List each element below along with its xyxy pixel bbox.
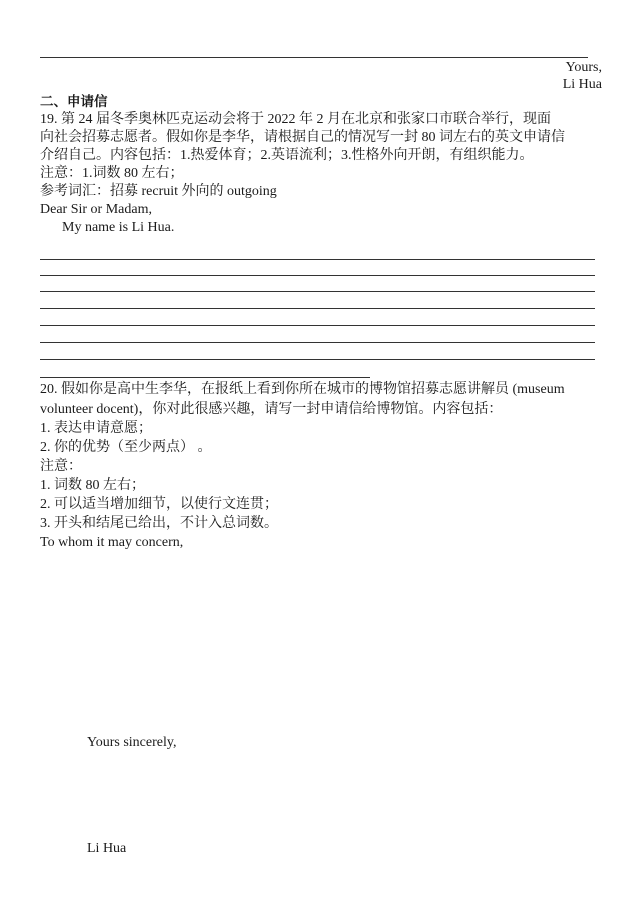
answer-line[interactable] xyxy=(40,325,595,326)
q20-line: 20. 假如你是高中生李华，在报纸上看到你所在城市的博物馆招募志愿讲解员 (museum xyxy=(40,382,565,397)
q19-greeting: Dear Sir or Madam, xyxy=(40,202,152,217)
closing: Yours, xyxy=(565,60,602,75)
q20-signature: Li Hua xyxy=(87,841,127,856)
answer-line[interactable] xyxy=(40,291,595,292)
q19-note: 注意：1.词数 80 左右； xyxy=(40,166,184,181)
q20-closing: Yours sincerely, xyxy=(87,735,177,750)
q20-line: 3. 开头和结尾已给出，不计入总词数。 xyxy=(40,516,278,531)
q19-line: 19. 第 24 届冬季奥林匹克运动会将于 2022 年 2 月在北京和张家口市联合举行，现面 xyxy=(40,112,551,127)
q20-line: 2. 你的优势（至少两点） 。 xyxy=(40,440,212,455)
q20-line: 2. 可以适当增加细节，以使行文连贯； xyxy=(40,497,278,512)
q20-greeting: To whom it may concern, xyxy=(40,535,184,550)
q19-vocab: 参考词汇：招募 recruit 外向的 outgoing xyxy=(40,184,277,199)
answer-line[interactable] xyxy=(40,259,595,260)
signature: Li Hua xyxy=(562,77,602,92)
q19-line: 向社会招募志愿者。假如你是李华，请根据自己的情况写一封 80 词左右的英文申请信 xyxy=(40,130,565,145)
q19-opening: My name is Li Hua. xyxy=(62,220,175,235)
section-title: 二、申请信 xyxy=(40,94,108,110)
answer-line[interactable] xyxy=(40,359,595,360)
answer-line[interactable] xyxy=(40,275,595,276)
answer-line xyxy=(40,57,588,58)
answer-line[interactable] xyxy=(40,342,595,343)
q20-line: volunteer docent)，你对此很感兴趣，请写一封申请信给博物馆。内容包括： xyxy=(40,402,503,417)
answer-line[interactable] xyxy=(40,308,595,309)
answer-line[interactable] xyxy=(40,377,370,378)
q19-line: 介绍自己。内容包括：1.热爱体育；2.英语流利；3.性格外向开朗，有组织能力。 xyxy=(40,148,534,163)
q20-line: 1. 表达申请意愿； xyxy=(40,421,152,436)
q20-line: 1. 词数 80 左右； xyxy=(40,478,145,493)
q20-line: 注意： xyxy=(40,459,82,474)
